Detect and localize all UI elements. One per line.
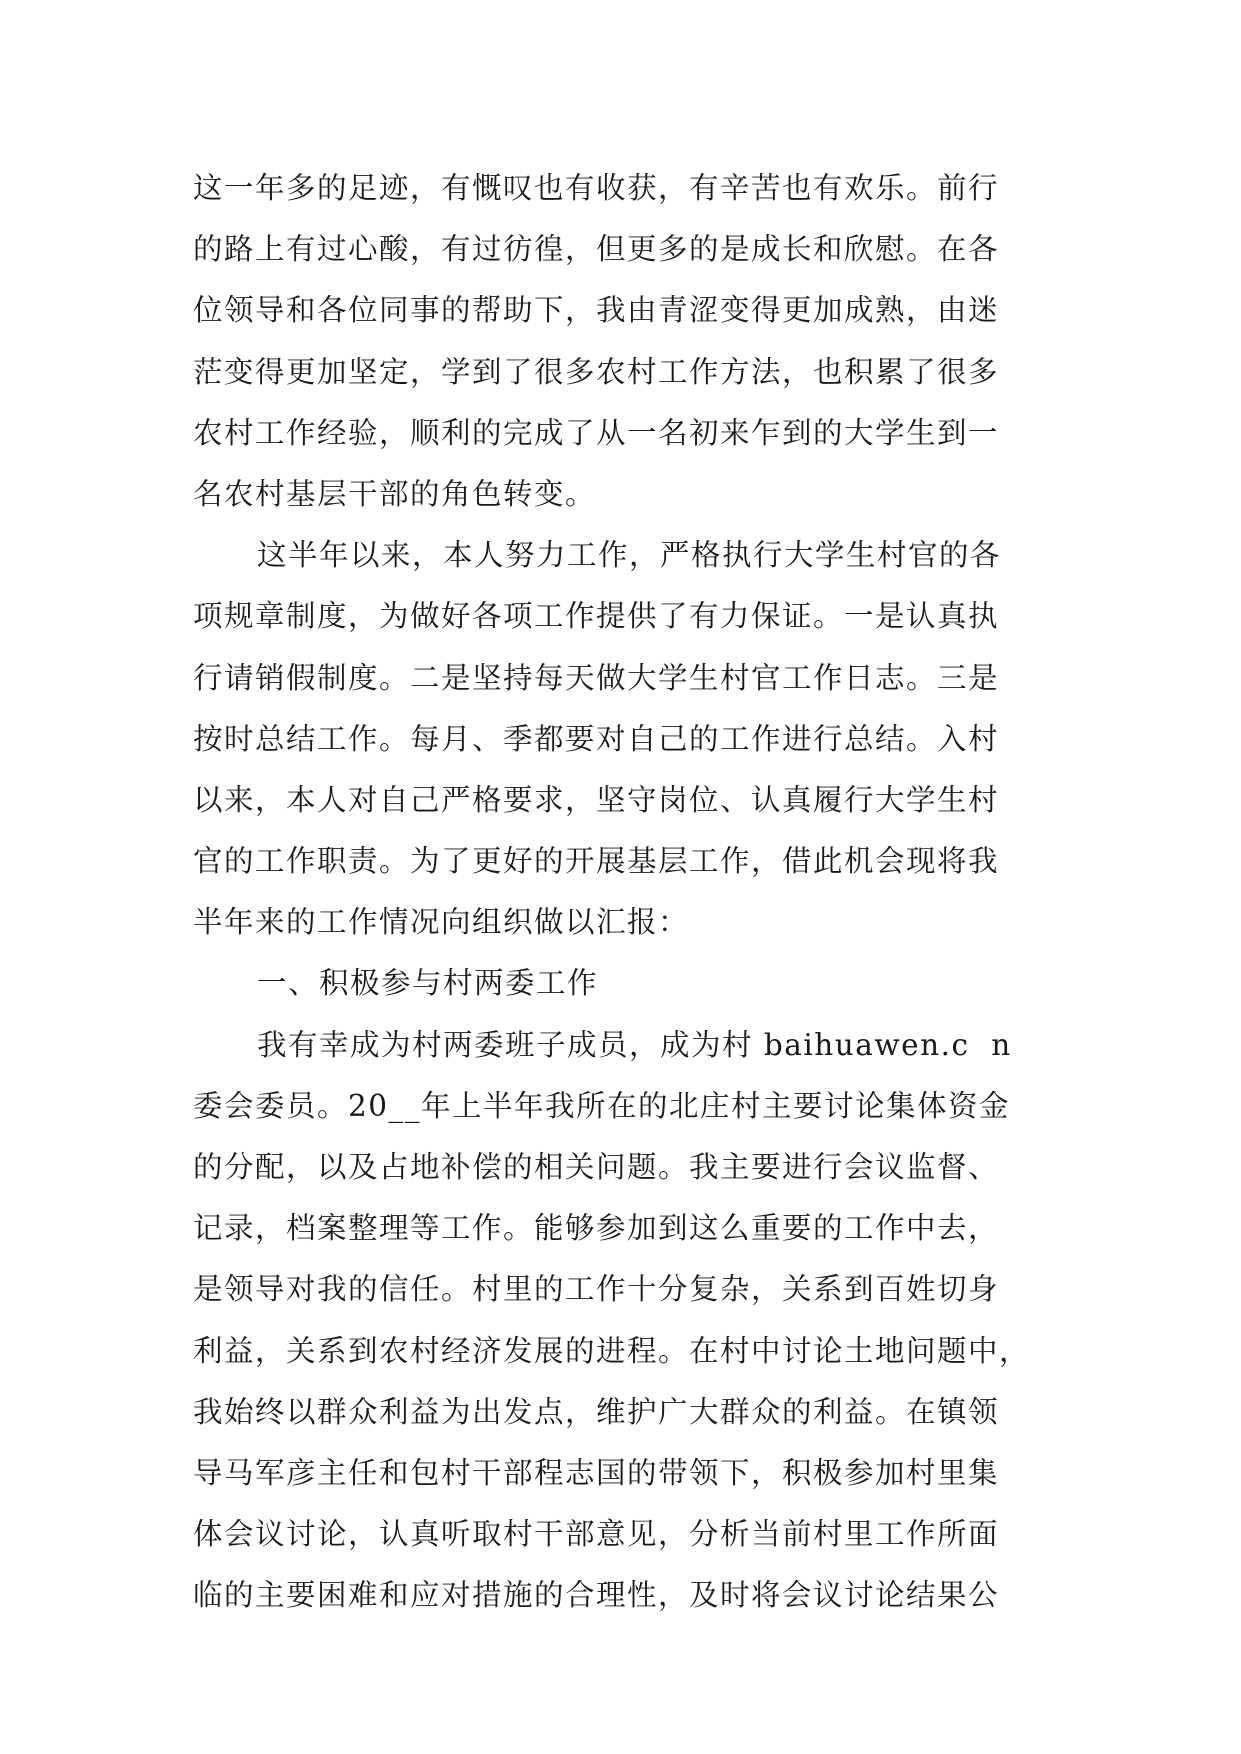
text-line: 是领导对我的信任。村里的工作十分复杂，关系到百姓切身	[193, 1272, 1000, 1307]
text-line: 利益，关系到农村经济发展的进程。在村中讨论土地问题中，	[193, 1333, 1031, 1368]
text-line: 记录，档案整理等工作。能够参加到这么重要的工作中去，	[193, 1211, 1000, 1246]
text-line: 位领导和各位同事的帮助下，我由青涩变得更加成熟，由迷	[193, 293, 1000, 328]
text-line: 我始终以群众利益为出发点，维护广大群众的利益。在镇领	[193, 1394, 1000, 1429]
text-line: 的路上有过心酸，有过彷徨，但更多的是成长和欣慰。在各	[193, 232, 1000, 267]
text-line: 我有幸成为村两委班子成员，成为村 baihuawen.c n	[257, 1027, 1012, 1062]
text-line: 项规章制度，为做好各项工作提供了有力保证。一是认真执	[193, 599, 1000, 634]
text-line: 这一年多的足迹，有慨叹也有收获，有辛苦也有欢乐。前行	[193, 171, 1000, 205]
text-line: 以来，本人对自己严格要求，坚守岗位、认真履行大学生村	[193, 782, 1000, 817]
text-line: 名农村基层干部的角色转变。	[193, 476, 597, 511]
text-line: 的分配，以及占地补偿的相关问题。我主要进行会议监督、	[193, 1150, 1000, 1184]
text-line: 这半年以来，本人努力工作，严格执行大学生村官的各	[257, 538, 1002, 573]
text-line: 导马军彦主任和包村干部程志国的带领下，积极参加村里集	[193, 1455, 1000, 1490]
section-heading: 一、积极参与村两委工作	[257, 966, 599, 1001]
text-line: 按时总结工作。每月、季都要对自己的工作进行总结。入村	[193, 721, 1000, 756]
document-body	[193, 158, 1053, 1627]
text-line: 委会委员。20__年上半年我所在的北庄村主要讨论集体资金	[193, 1088, 1011, 1123]
text-line: 茫变得更加坚定，学到了很多农村工作方法，也积累了很多	[193, 354, 1000, 389]
text-line: 半年来的工作情况向组织做以汇报：	[193, 905, 690, 940]
text-line: 体会议讨论，认真听取村干部意见，分析当前村里工作所面	[193, 1517, 1000, 1552]
text-line: 官的工作职责。为了更好的开展基层工作，借此机会现将我	[193, 844, 1000, 879]
text-line: 行请销假制度。二是坚持每天做大学生村官工作日志。三是	[193, 660, 1000, 695]
text-line: 农村工作经验，顺利的完成了从一名初来乍到的大学生到一	[193, 415, 1000, 450]
text-line: 临的主要困难和应对措施的合理性，及时将会议讨论结果公	[193, 1578, 1000, 1613]
